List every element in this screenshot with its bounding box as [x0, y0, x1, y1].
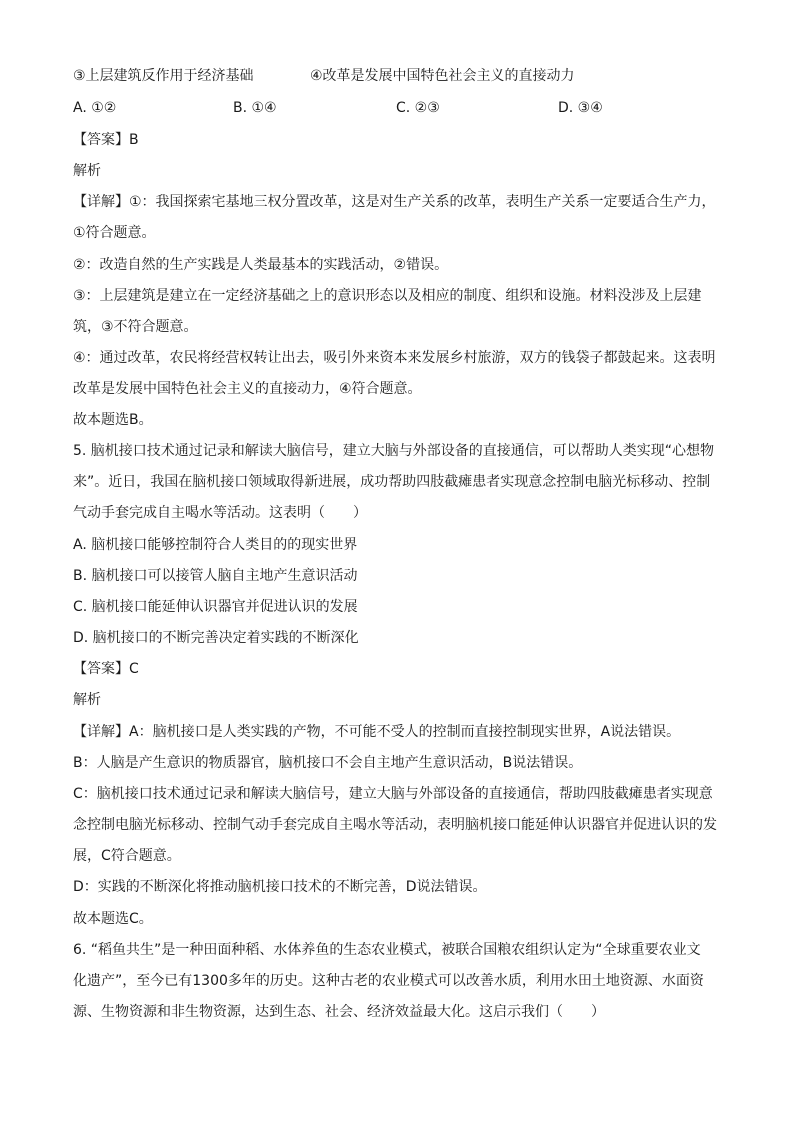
q4-choice-d: D. ③④	[558, 100, 603, 116]
q5-answer: 【答案】C	[73, 661, 139, 677]
q4-answer: 【答案】B	[73, 132, 139, 148]
q5-stem-2: 来”。近日，我国在脑机接口领域取得新进展，成功帮助四肢截瘫患者实现意念控制电脑光标移动、控制	[73, 474, 711, 490]
q5-detail-c1: C：脑机接口技术通过记录和解读大脑信号，建立大脑与外部设备的直接通信，帮助四肢截瘫患者实现意	[73, 786, 713, 802]
q5-option-d: D. 脑机接口的不断完善决定着实践的不断深化	[73, 630, 359, 646]
q5-option-c: C. 脑机接口能延伸认识器官并促进认识的发展	[73, 599, 358, 615]
q4-detail-1b: ①符合题意。	[73, 225, 156, 241]
q4-detail-3a: ③：上层建筑是建立在一定经济基础之上的意识形态以及相应的制度、组织和设施。材料没涉及上层建	[73, 288, 702, 304]
q4-option-3: ③上层建筑反作用于经济基础	[73, 68, 254, 84]
q4-detail-1a: 【详解】①：我国探索宅基地三权分置改革，这是对生产关系的改革，表明生产关系一定要适合生产力，	[73, 194, 716, 210]
q5-analysis-heading: 解析	[73, 692, 101, 708]
q5-detail-c3: 展，C符合题意。	[73, 848, 181, 864]
q5-stem-1: 5. 脑机接口技术通过记录和解读大脑信号，建立大脑与外部设备的直接通信，可以帮助人类实现“心想物	[73, 443, 715, 459]
q4-conclusion: 故本题选B。	[73, 412, 153, 428]
q4-choice-a: A. ①②	[73, 100, 117, 116]
q5-detail-c2: 念控制电脑光标移动、控制气动手套完成自主喝水等活动，表明脑机接口能延伸认识器官并促进认识的发	[73, 817, 717, 833]
q5-conclusion: 故本题选C。	[73, 911, 153, 927]
q5-option-a: A. 脑机接口能够控制符合人类目的的现实世界	[73, 537, 358, 553]
q5-detail-d: D：实践的不断深化将推动脑机接口技术的不断完善，D说法错误。	[73, 879, 487, 895]
q4-choice-b: B. ①④	[233, 100, 277, 116]
q4-detail-3b: 筑，③不符合题意。	[73, 319, 198, 335]
q5-detail-a: 【详解】A：脑机接口是人类实践的产物，不可能不受人的控制而直接控制现实世界，A说法错误。	[73, 724, 681, 740]
q5-detail-b: B：人脑是产生意识的物质器官，脑机接口不会自主地产生意识活动，B说法错误。	[73, 755, 583, 771]
q4-option-4: ④改革是发展中国特色社会主义的直接动力	[310, 68, 575, 84]
q6-stem-2: 化遗产”，至今已有1300多年的历史。这种古老的农业模式可以改善水质，利用水田土地资源、水面资	[73, 973, 704, 989]
q5-option-b: B. 脑机接口可以接管人脑自主地产生意识活动	[73, 568, 358, 584]
q4-analysis-heading: 解析	[73, 163, 101, 179]
q6-stem-3: 源、生物资源和非生物资源，达到生态、社会、经济效益最大化。这启示我们（ ）	[73, 1004, 605, 1020]
q4-choice-c: C. ②③	[396, 100, 440, 116]
q4-detail-4b: 改革是发展中国特色社会主义的直接动力，④符合题意。	[73, 381, 422, 397]
q4-detail-4a: ④：通过改革，农民将经营权转让出去，吸引外来资本来发展乡村旅游，双方的钱袋子都鼓起来。这表明	[73, 350, 716, 366]
q5-stem-3: 气动手套完成自主喝水等活动。这表明（ ）	[73, 505, 367, 521]
q6-stem-1: 6. “稻鱼共生”是一种田面种稻、水体养鱼的生态农业模式，被联合国粮农组织认定为“全球重要农业文	[73, 942, 701, 958]
q4-detail-2: ②：改造自然的生产实践是人类最基本的实践活动，②错误。	[73, 257, 449, 273]
